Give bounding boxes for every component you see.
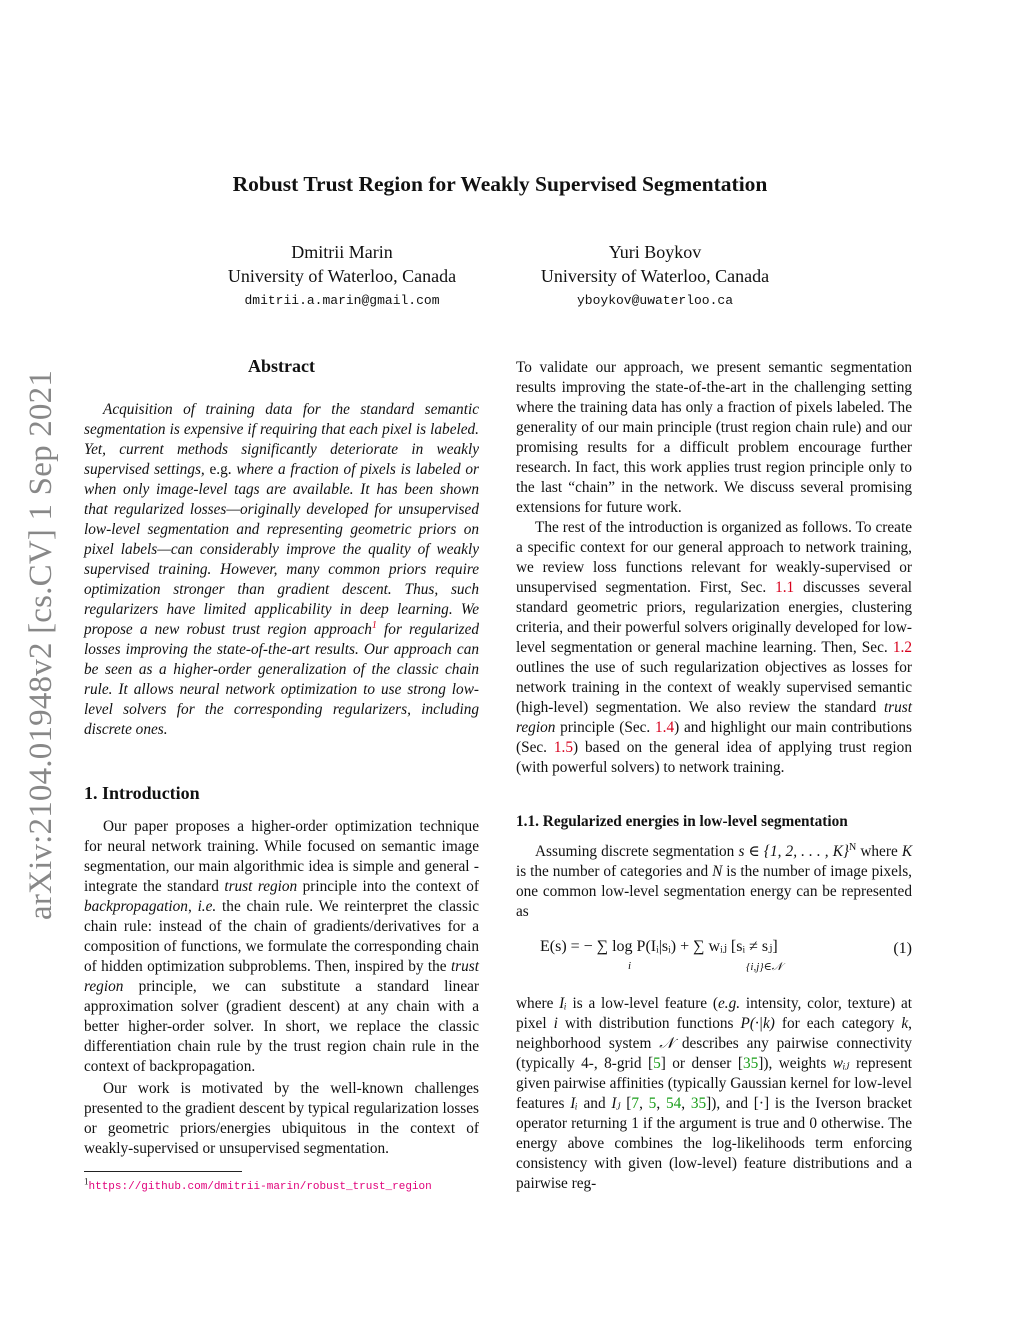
author-name: Yuri Boykov — [608, 242, 702, 262]
introduction-text — [84, 817, 479, 1159]
paragraph: Assuming discrete segmentation s ∈ {1, 2, . . . , K}$^N$ where K is the number of categories and N is the number of image pixels, one common low-level segmentation energy can be represented as — [516, 841, 913, 920]
section-ref-link[interactable]: 1.5 — [553, 739, 574, 756]
author-block-1 — [182, 240, 502, 314]
equation-body: E(s) = − ∑ log P(Iᵢ|sᵢ) + ∑ wᵢⱼ [sᵢ ≠ sⱼ] — [540, 938, 778, 955]
abstract-part: for regularized losses improving the state-of-the-art results. Our approach can be seen as a higher-order generalization of the classic chain rule. It allows neural network optimization to use strong low-level solvers for the corresponding regularizers, including discrete ones. — [84, 621, 480, 738]
section-ref-link[interactable]: 1.1 — [775, 579, 795, 596]
subsection-heading: 1.1. Regularized energies in low-level segmentation — [516, 813, 848, 830]
equation-1 — [516, 930, 912, 982]
citation-link[interactable]: 35 — [690, 1095, 707, 1112]
subsection-text-continued — [516, 994, 912, 1194]
citation-link[interactable]: 5 — [653, 1055, 661, 1072]
abstract-eg: e.g. — [209, 461, 232, 478]
footnote-number: 1 — [84, 1176, 89, 1187]
paragraph: where Iᵢ is a low-level feature (e.g. intensity, color, texture) at pixel i with distribution functions P(·|k) for each category k, neighborhood system 𝒩 describes any pairwise connectivity (typically 4-, 8-grid [5] or denser [35]), weights wᵢⱼ represent given pairwise affinities (typically Gaussian kernel for low-level features Iᵢ and Iⱼ [7, 5, 54, 35]), and [·] is the Iverson bracket operator returning 1 if the argument is true and 0 otherwise. The energy above combines the log-likelihoods term enforcing consistency with given (low-level) feature distributions and a pairwise reg- — [516, 995, 912, 1192]
abstract-part: where a fraction of pixels is labeled or when only image-level tags are available. It has been shown that regularized losses—originally developed for unsupervised low-level segmentation and representing geometric priors on pixel labels—can considerably improve the quality of weakly supervised training. However, many common priors require optimization stronger than gradient descent. Thus, such regularizers have limited applicability in deep learning. We propose a new robust trust region approach — [84, 461, 479, 638]
footnote — [84, 1178, 432, 1195]
section-heading-introduction: 1. Introduction — [84, 783, 200, 803]
abstract-text — [84, 400, 479, 740]
author-affiliation: University of Waterloo, Canada — [540, 266, 770, 286]
author-affiliation: University of Waterloo, Canada — [227, 266, 457, 286]
section-ref-link[interactable]: 1.2 — [892, 639, 912, 656]
right-column-text — [516, 358, 912, 778]
abstract-part: Acquisition of training data for the standard semantic segmentation is expensive if requiring that each pixel is labeled. Yet, current methods significantly deteriorate in weakly supervised settings, — [84, 401, 479, 478]
subsection-text — [516, 842, 912, 922]
paragraph: The rest of the introduction is organized as follows. To create a specific context for our general approach to network training, we review loss functions relevant for weakly-supervised or unsupervised segmentation. First, Sec. 1.1 discusses several standard geometric priors, regularization energies, clustering criteria, and their powerful solvers originally developed for low-level segmentation or general machine learning. Then, Sec. 1.2 outlines the use of such regularization objectives as losses for network training in the context of weakly supervised semantic (high-level) segmentation. We also review the standard trust region principle (Sec. 1.4) and highlight our main contributions (Sec. 1.5) based on the general idea of applying trust region (with powerful solvers) to network training. — [516, 519, 913, 776]
equation-number: (1) — [893, 940, 912, 957]
paragraph: Our paper proposes a higher-order optimization technique for neural network training. While focused on semantic image segmentation, our main algorithmic idea is simple and general - integrate the standard trust region principle into the context of backpropagation, i.e. the chain rule. We reinterpret the classic chain rule: instead of the chain of gradients/derivatives for a composition of functions, we formulate the corresponding chain of hidden optimization subproblems. Then, inspired by the trust region principle, we can substitute a standard linear approximation solver (gradient descent) at any chain with a better higher-order solver. In short, we replace the classic differentiation chain rule by the trust region chain rule in the context of backpropagation. — [84, 818, 480, 1075]
author-block-2 — [495, 240, 815, 314]
equation-subscript: {i,j}∈𝒩 — [746, 961, 783, 973]
author-email: dmitrii.a.marin@gmail.com — [244, 293, 440, 308]
paper-title: Robust Trust Region for Weakly Supervised Segmentation — [232, 172, 768, 196]
section-ref-link[interactable]: 1.4 — [655, 719, 675, 736]
author-name: Dmitrii Marin — [291, 242, 393, 262]
citation-link[interactable]: 35 — [742, 1055, 759, 1072]
footnote-divider — [84, 1171, 242, 1172]
paragraph: Our work is motivated by the well-known challenges presented to the gradient descent by typical regularization losses or geometric priors/energies ubiquitous in the context of weakly-supervised or unsupervised segmentation. — [84, 1080, 479, 1157]
citation-link[interactable]: 5 — [648, 1095, 657, 1112]
arxiv-stamp: arXiv:2104.01948v2 [cs.CV] 1 Sep 2021 — [23, 369, 59, 920]
equation-subscript: i — [628, 960, 632, 972]
abstract-heading: Abstract — [248, 356, 315, 376]
citation-link[interactable]: 54 — [665, 1095, 682, 1112]
paragraph: To validate our approach, we present semantic segmentation results improving the state-of-the-art in the challenging setting where the training data has only a fraction of pixels labeled. The generality of our main principle (trust region chain rule) and our promising results for a difficult problem encourage further research. In fact, this work applies trust region principle only to the last “chain” in the network. We discuss several promising extensions for future work. — [516, 359, 912, 516]
footnote-marker[interactable]: 1 — [371, 619, 377, 631]
author-email: yboykov@uwaterloo.ca — [576, 293, 734, 308]
citation-link[interactable]: 7 — [631, 1095, 640, 1112]
footnote-link[interactable]: https://github.com/dmitrii-marin/robust_trust_region — [88, 1181, 432, 1193]
